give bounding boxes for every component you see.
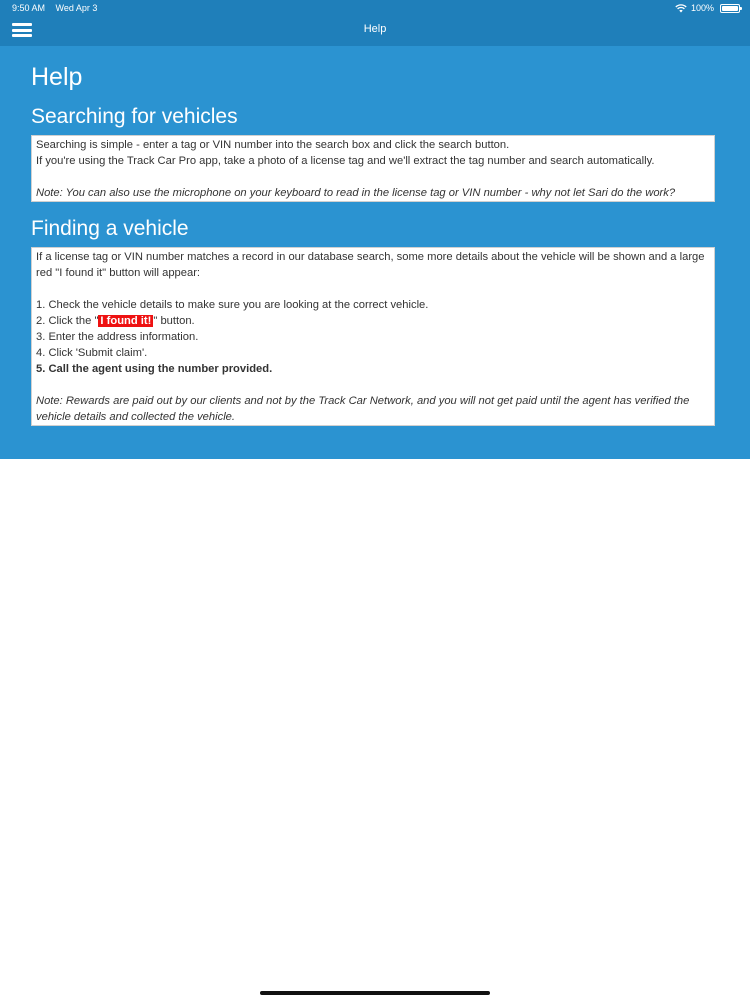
searching-note: Note: You can also use the microphone on your keyboard to read in the license tag or VIN number - why not let Sari do the work? [36,187,676,199]
finding-step-2 [36,313,710,329]
searching-help-box [31,135,715,202]
finding-intro: If a license tag or VIN number matches a record in our database search, some more details about the vehicle will be shown and a large red "I found it" button will appear: [36,251,705,279]
finding-step-1: 1. Check the vehicle details to make sure you are looking at the correct vehicle. [36,299,429,311]
finding-note: Note: Rewards are paid out by our clients and not by the Track Car Network, and you will not get paid until the agent has verified the vehicle details and collected the vehicle. [36,395,690,423]
nav-bar [0,16,750,46]
finding-step-5: 5. Call the agent using the number provided. [36,363,273,375]
finding-step-4: 4. Click 'Submit claim'. [36,347,148,359]
section-title-finding: Finding a vehicle [31,217,189,240]
status-left [12,3,105,13]
help-content [0,46,750,459]
finding-step-3: 3. Enter the address information. [36,331,199,343]
nav-title: Help [363,23,387,35]
section-title-searching: Searching for vehicles [31,105,238,128]
searching-line-2: If you're using the Track Car Pro app, take a photo of a license tag and we'll extract the tag number and search automatically. [36,155,655,167]
battery-icon [720,4,740,13]
finding-help-box [31,247,715,426]
step-2-suffix: " button. [153,315,195,327]
i-found-it-badge: I found it! [100,315,152,327]
page-title: Help [31,63,83,91]
finding-steps [36,297,710,377]
status-bar [0,0,750,16]
battery-percent: 100% [690,3,714,13]
searching-line-1: Searching is simple - enter a tag or VIN number into the search box and click the search button. [36,139,510,151]
home-indicator[interactable] [260,991,490,995]
wifi-icon [675,4,687,13]
status-date: Wed Apr 3 [55,3,98,13]
status-time: 9:50 AM [12,3,46,13]
status-right [675,3,740,13]
step-2-prefix: 2. Click the " [36,315,99,327]
